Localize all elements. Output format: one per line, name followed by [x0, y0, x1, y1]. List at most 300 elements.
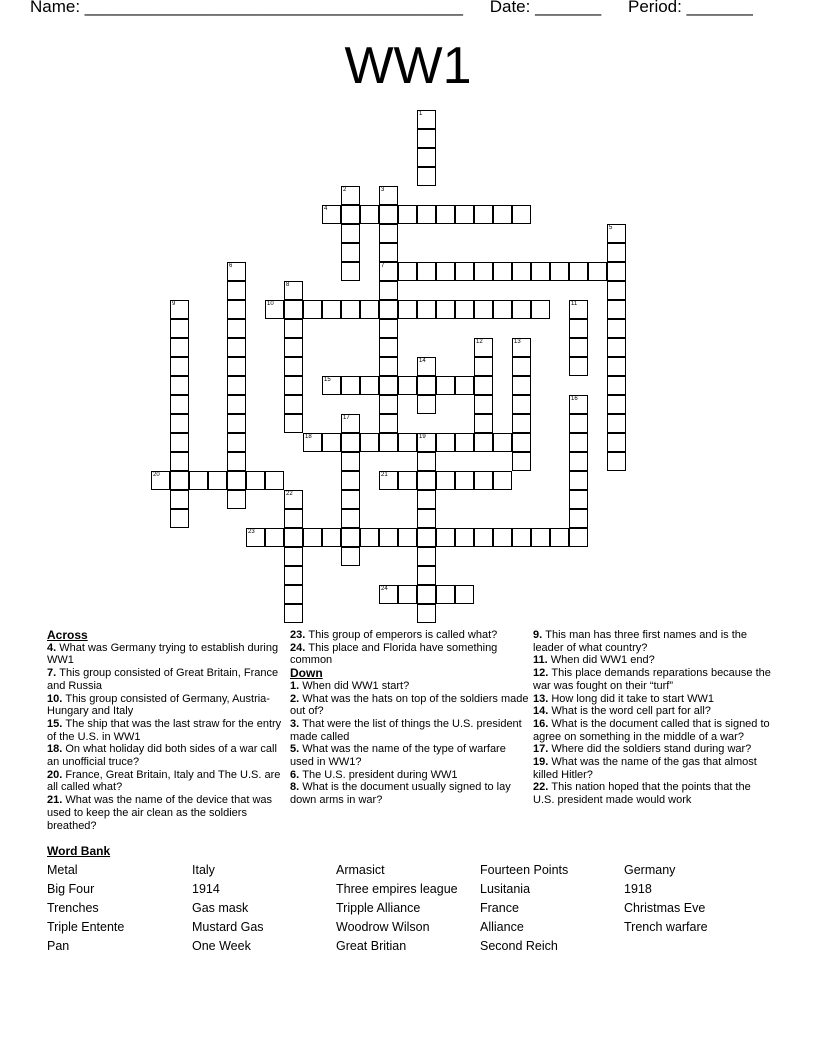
clue-number: 1 — [419, 111, 423, 117]
crossword-cell[interactable] — [569, 338, 588, 357]
crossword-cell[interactable] — [550, 528, 569, 547]
clue-text: What was the name of the gas that almost killed Hitler? — [533, 756, 757, 781]
clue-number: 6 — [229, 263, 233, 269]
crossword-cell[interactable] — [417, 604, 436, 623]
crossword-cell[interactable] — [303, 433, 322, 452]
crossword-cell[interactable] — [360, 433, 379, 452]
clue-text: France, Great Britain, Italy and The U.S. are all called what? — [47, 768, 281, 794]
clue-item — [47, 769, 287, 794]
clue-text: On what holiday did both sides of a war call an unofficial truce? — [47, 743, 277, 769]
clue-item — [533, 654, 773, 667]
clue-number: 3 — [381, 187, 385, 193]
clue-item — [533, 718, 773, 743]
crossword-cell[interactable] — [607, 376, 626, 395]
crossword-cell[interactable] — [265, 528, 284, 547]
page-title: WW1 — [344, 37, 472, 95]
word-bank-item: Trench warfare — [624, 920, 708, 934]
clue-item — [290, 642, 530, 667]
clue-text: The U.S. president during WW1 — [302, 768, 458, 781]
crossword-cell[interactable] — [379, 376, 398, 395]
crossword-cell[interactable] — [550, 262, 569, 281]
crossword-cell[interactable] — [569, 357, 588, 376]
clue-item — [47, 642, 287, 667]
clue-item — [533, 667, 773, 692]
crossword-cell[interactable] — [341, 509, 360, 528]
crossword-cell[interactable] — [493, 300, 512, 319]
crossword-cell[interactable] — [284, 528, 303, 547]
crossword-cell[interactable] — [170, 490, 189, 509]
word-bank-item: Germany — [624, 863, 676, 877]
date-field[interactable]: Date: _______ — [489, 0, 602, 16]
crossword-cell[interactable] — [417, 528, 436, 547]
clue-number: 7 — [381, 263, 385, 269]
clue-item — [533, 629, 773, 654]
crossword-cell[interactable] — [417, 376, 436, 395]
clues-column-1 — [47, 629, 287, 832]
crossword-cell[interactable] — [607, 262, 626, 281]
crossword-cell[interactable] — [170, 452, 189, 471]
clue-text: What was the hats on top of the soldiers made out of? — [290, 692, 529, 718]
crossword-cell[interactable] — [284, 281, 303, 300]
crossword-cell[interactable] — [170, 319, 189, 338]
crossword-cell[interactable] — [322, 376, 341, 395]
crossword-cell[interactable] — [417, 129, 436, 148]
crossword-cell[interactable] — [379, 471, 398, 490]
crossword-cell[interactable] — [284, 566, 303, 585]
crossword-cell[interactable] — [341, 547, 360, 566]
clue-number: 23 — [248, 529, 255, 535]
word-bank-item: Armasict — [336, 863, 385, 877]
crossword-cell[interactable] — [417, 433, 436, 452]
clue-item — [47, 718, 287, 743]
clue-number: 1. — [290, 679, 303, 692]
crossword-cell[interactable] — [398, 471, 417, 490]
clue-number: 20. — [47, 768, 66, 781]
clue-number: 9 — [172, 301, 176, 307]
crossword-cell[interactable] — [227, 452, 246, 471]
crossword-cell[interactable] — [512, 376, 531, 395]
crossword-cell[interactable] — [569, 319, 588, 338]
crossword-cell[interactable] — [569, 433, 588, 452]
crossword-cell[interactable] — [284, 357, 303, 376]
clues-column-3 — [533, 629, 773, 807]
crossword-cell[interactable] — [569, 395, 588, 414]
crossword-cell[interactable] — [474, 376, 493, 395]
crossword-cell[interactable] — [227, 376, 246, 395]
crossword-cell[interactable] — [569, 262, 588, 281]
student-info-header — [30, 0, 775, 17]
crossword-cell[interactable] — [360, 528, 379, 547]
crossword-cell[interactable] — [398, 300, 417, 319]
crossword-cell[interactable] — [455, 433, 474, 452]
crossword-cell[interactable] — [474, 395, 493, 414]
crossword-cell[interactable] — [322, 433, 341, 452]
crossword-cell[interactable] — [607, 395, 626, 414]
crossword-cell[interactable] — [474, 414, 493, 433]
crossword-cell[interactable] — [341, 186, 360, 205]
crossword-cell[interactable] — [284, 395, 303, 414]
crossword-cell[interactable] — [417, 452, 436, 471]
crossword-cell[interactable] — [436, 471, 455, 490]
crossword-cell[interactable] — [284, 414, 303, 433]
crossword-cell[interactable] — [170, 357, 189, 376]
crossword-cell[interactable] — [303, 528, 322, 547]
crossword-cell[interactable] — [512, 338, 531, 357]
crossword-cell[interactable] — [569, 471, 588, 490]
word-bank-item: Italy — [192, 863, 215, 877]
crossword-cell[interactable] — [436, 433, 455, 452]
crossword-cell[interactable] — [284, 376, 303, 395]
crossword-cell[interactable] — [265, 300, 284, 319]
crossword-cell[interactable] — [455, 471, 474, 490]
crossword-cell[interactable] — [417, 471, 436, 490]
crossword-cell[interactable] — [436, 300, 455, 319]
crossword-cell[interactable] — [512, 414, 531, 433]
crossword-cell[interactable] — [436, 262, 455, 281]
crossword-cell[interactable] — [189, 471, 208, 490]
crossword-cell[interactable] — [455, 262, 474, 281]
word-bank-item: Triple Entente — [47, 920, 125, 934]
word-bank-item: Gas mask — [192, 901, 249, 915]
word-bank-item: Christmas Eve — [624, 901, 706, 915]
clue-text: When did WW1 start? — [302, 679, 410, 692]
clue-number: 2. — [290, 692, 303, 705]
crossword-cell[interactable] — [607, 357, 626, 376]
crossword-cell[interactable] — [227, 281, 246, 300]
crossword-cell[interactable] — [341, 243, 360, 262]
word-bank-item: One Week — [192, 939, 251, 953]
crossword-cell[interactable] — [379, 205, 398, 224]
clue-text: This nation hoped that the points that the U.S. president made would work — [533, 781, 751, 807]
crossword-cell[interactable] — [455, 528, 474, 547]
crossword-cell[interactable] — [436, 376, 455, 395]
crossword-cell[interactable] — [170, 433, 189, 452]
clue-text: This place and Florida have something common — [290, 641, 498, 667]
word-bank-item: Alliance — [480, 920, 524, 934]
crossword-cell[interactable] — [417, 547, 436, 566]
crossword-cell[interactable] — [398, 205, 417, 224]
crossword-cell[interactable] — [341, 205, 360, 224]
crossword-cell[interactable] — [151, 471, 170, 490]
crossword-cell[interactable] — [493, 262, 512, 281]
crossword-cell[interactable] — [531, 528, 550, 547]
crossword-cell[interactable] — [246, 471, 265, 490]
crossword-cell[interactable] — [170, 376, 189, 395]
crossword-cell[interactable] — [379, 186, 398, 205]
crossword-cell[interactable] — [455, 300, 474, 319]
crossword-cell[interactable] — [379, 300, 398, 319]
clue-number: 8 — [286, 282, 290, 288]
clue-item — [47, 693, 287, 718]
crossword-cell[interactable] — [474, 205, 493, 224]
clue-number: 2 — [343, 187, 347, 193]
word-bank-item: Mustard Gas — [192, 920, 264, 934]
crossword-cell[interactable] — [341, 471, 360, 490]
crossword-cell[interactable] — [341, 224, 360, 243]
crossword-cell[interactable] — [455, 205, 474, 224]
crossword-cell[interactable] — [588, 262, 607, 281]
crossword-cell[interactable] — [436, 205, 455, 224]
clue-number: 4. — [47, 641, 60, 654]
crossword-cell[interactable] — [569, 300, 588, 319]
crossword-cell[interactable] — [474, 528, 493, 547]
word-bank-item: Trenches — [47, 901, 99, 915]
clue-number: 11. — [533, 654, 551, 667]
clue-item — [290, 693, 530, 718]
crossword-cell[interactable] — [265, 471, 284, 490]
crossword-cell[interactable] — [474, 262, 493, 281]
crossword-cell[interactable] — [512, 262, 531, 281]
clue-number: 17. — [533, 743, 552, 756]
crossword-cell[interactable] — [227, 357, 246, 376]
clue-item — [533, 756, 773, 781]
clue-number: 8. — [290, 781, 303, 794]
crossword-cell[interactable] — [417, 262, 436, 281]
crossword-cell[interactable] — [322, 300, 341, 319]
crossword-cell[interactable] — [455, 376, 474, 395]
crossword-cell[interactable] — [303, 300, 322, 319]
crossword-cell[interactable] — [436, 528, 455, 547]
crossword-cell[interactable] — [379, 395, 398, 414]
clue-number: 4 — [324, 206, 328, 212]
clue-item — [533, 743, 773, 756]
crossword-cell[interactable] — [284, 604, 303, 623]
crossword-cell[interactable] — [474, 471, 493, 490]
crossword-cell[interactable] — [379, 414, 398, 433]
clue-number: 5. — [290, 743, 303, 756]
crossword-cell[interactable] — [284, 509, 303, 528]
clue-number: 12 — [476, 339, 483, 345]
crossword-cell[interactable] — [474, 357, 493, 376]
word-bank-item: Three empires league — [336, 882, 458, 896]
crossword-cell[interactable] — [208, 471, 227, 490]
crossword-cell[interactable] — [379, 224, 398, 243]
word-bank-item: Big Four — [47, 882, 95, 896]
crossword-cell[interactable] — [398, 585, 417, 604]
clue-text: What is the document usually signed to lay down arms in war? — [290, 781, 511, 807]
crossword-cell[interactable] — [569, 414, 588, 433]
crossword-cell[interactable] — [417, 490, 436, 509]
crossword-cell[interactable] — [341, 300, 360, 319]
crossword-cell[interactable] — [531, 262, 550, 281]
clue-number: 7. — [47, 667, 60, 680]
crossword-cell[interactable] — [512, 528, 531, 547]
crossword-cell[interactable] — [341, 376, 360, 395]
crossword-cell[interactable] — [607, 281, 626, 300]
clue-text: What is the word cell part for all? — [551, 705, 711, 718]
clue-number: 19. — [533, 756, 552, 769]
crossword-cell[interactable] — [569, 528, 588, 547]
crossword-cell[interactable] — [569, 509, 588, 528]
crossword-cell[interactable] — [379, 338, 398, 357]
crossword-cell[interactable] — [227, 471, 246, 490]
crossword-cell[interactable] — [227, 490, 246, 509]
clue-text: What was Germany trying to establish during WW1 — [47, 641, 279, 667]
crossword-cell[interactable] — [417, 205, 436, 224]
crossword-cell[interactable] — [398, 376, 417, 395]
crossword-cell[interactable] — [569, 490, 588, 509]
clue-number: 12. — [533, 667, 552, 680]
crossword-cell[interactable] — [170, 509, 189, 528]
clue-number: 18. — [47, 743, 66, 756]
crossword-cell[interactable] — [227, 300, 246, 319]
clue-item — [290, 718, 530, 743]
clue-item — [290, 629, 530, 642]
crossword-cell[interactable] — [170, 338, 189, 357]
crossword-cell[interactable] — [284, 547, 303, 566]
crossword-cell[interactable] — [417, 566, 436, 585]
clue-number: 15. — [47, 717, 66, 730]
crossword-cell[interactable] — [607, 433, 626, 452]
clue-text: That were the list of things the U.S. president made called — [290, 717, 522, 743]
clue-number: 14. — [533, 705, 552, 718]
crossword-cell[interactable] — [379, 243, 398, 262]
crossword-cell[interactable] — [493, 471, 512, 490]
clue-number: 19 — [419, 434, 426, 440]
clue-item — [290, 781, 530, 806]
crossword-cell[interactable] — [227, 414, 246, 433]
crossword-cell[interactable] — [170, 395, 189, 414]
crossword-cell[interactable] — [341, 262, 360, 281]
crossword-cell[interactable] — [512, 357, 531, 376]
clue-number: 22. — [533, 781, 552, 794]
word-bank-item: Metal — [47, 863, 78, 877]
crossword-cell[interactable] — [512, 205, 531, 224]
crossword-cell[interactable] — [417, 395, 436, 414]
crossword-cell[interactable] — [379, 433, 398, 452]
crossword-cell[interactable] — [170, 414, 189, 433]
crossword-cell[interactable] — [379, 281, 398, 300]
crossword-cell[interactable] — [512, 452, 531, 471]
crossword-cell[interactable] — [360, 205, 379, 224]
crossword-cell[interactable] — [360, 300, 379, 319]
crossword-cell[interactable] — [417, 357, 436, 376]
crossword-cell[interactable] — [341, 452, 360, 471]
crossword-cell[interactable] — [227, 319, 246, 338]
crossword-cell[interactable] — [569, 452, 588, 471]
crossword-cell[interactable] — [322, 205, 341, 224]
crossword-cell[interactable] — [227, 433, 246, 452]
clue-number: 16. — [533, 717, 552, 730]
crossword-cell[interactable] — [607, 452, 626, 471]
crossword-cell[interactable] — [379, 319, 398, 338]
crossword-cell[interactable] — [493, 205, 512, 224]
crossword-cell[interactable] — [493, 433, 512, 452]
crossword-cell[interactable] — [474, 433, 493, 452]
crossword-cell[interactable] — [341, 528, 360, 547]
clue-number: 11 — [571, 301, 578, 307]
clue-number: 24. — [290, 641, 309, 654]
clue-text: The ship that was the last straw for the entry of the U.S. in WW1 — [47, 717, 282, 743]
clue-text: When did WW1 end? — [550, 654, 655, 667]
crossword-cell[interactable] — [227, 338, 246, 357]
crossword-cell[interactable] — [474, 338, 493, 357]
crossword-cell[interactable] — [360, 376, 379, 395]
crossword-cell[interactable] — [284, 585, 303, 604]
crossword-cell[interactable] — [607, 338, 626, 357]
clue-number: 3. — [290, 717, 303, 730]
crossword-cell[interactable] — [417, 509, 436, 528]
crossword-cell[interactable] — [398, 433, 417, 452]
crossword-cell[interactable] — [379, 528, 398, 547]
crossword-cell[interactable] — [512, 433, 531, 452]
crossword-cell[interactable] — [379, 262, 398, 281]
crossword-cell[interactable] — [379, 585, 398, 604]
crossword-cell[interactable] — [607, 319, 626, 338]
clue-text: This man has three first names and is the leader of what country? — [533, 629, 747, 654]
crossword-cell[interactable] — [607, 243, 626, 262]
clue-number: 18 — [305, 434, 312, 440]
crossword-cell[interactable] — [379, 357, 398, 376]
clue-number: 9. — [533, 629, 546, 641]
clue-item — [47, 794, 287, 832]
clues-column-2 — [290, 629, 530, 807]
period-field[interactable]: Period: _______ — [628, 0, 753, 16]
crossword-cell[interactable] — [455, 585, 474, 604]
crossword-cell[interactable] — [417, 585, 436, 604]
clue-item — [290, 769, 530, 782]
clue-number: 5 — [609, 225, 613, 231]
crossword-cell[interactable] — [474, 300, 493, 319]
crossword-cell[interactable] — [607, 414, 626, 433]
clue-number: 14 — [419, 358, 426, 364]
crossword-cell[interactable] — [398, 262, 417, 281]
crossword-cell[interactable] — [512, 395, 531, 414]
word-bank-item: France — [480, 901, 519, 915]
crossword-cell[interactable] — [417, 300, 436, 319]
clue-text: What is the document called that is signed to agree on something in the middle of a war? — [533, 717, 770, 743]
word-bank-item: Lusitania — [480, 882, 531, 896]
crossword-cell[interactable] — [417, 110, 436, 129]
crossword-cell[interactable] — [322, 528, 341, 547]
crossword-cell[interactable] — [493, 528, 512, 547]
crossword-cell[interactable] — [227, 395, 246, 414]
name-field[interactable]: Name: ________________________________________ — [30, 0, 463, 16]
crossword-cell[interactable] — [284, 300, 303, 319]
word-bank-heading: Word Bank — [47, 844, 111, 858]
crossword-cell[interactable] — [170, 471, 189, 490]
clue-text: This group of emperors is called what? — [308, 629, 498, 641]
clue-item — [533, 693, 773, 706]
crossword-cell[interactable] — [246, 528, 265, 547]
clue-text: This place demands reparations because the war was fought on their “turf” — [533, 667, 771, 692]
crossword-cell[interactable] — [531, 300, 550, 319]
crossword-cell[interactable] — [417, 167, 436, 186]
crossword-cell[interactable] — [512, 300, 531, 319]
crossword-cell[interactable] — [417, 148, 436, 167]
clue-number: 6. — [290, 768, 303, 781]
clue-number: 17 — [343, 415, 350, 421]
crossword-cell[interactable] — [170, 300, 189, 319]
clue-text: What was the name of the device that was used to keep the air clean as the soldiers breathed? — [47, 794, 273, 832]
crossword-cell[interactable] — [398, 528, 417, 547]
crossword-cell[interactable] — [284, 490, 303, 509]
crossword-cell[interactable] — [436, 585, 455, 604]
crossword-cell[interactable] — [284, 319, 303, 338]
crossword-cell[interactable] — [341, 414, 360, 433]
clue-number: 13 — [514, 339, 521, 345]
clue-item — [533, 705, 773, 718]
clue-number: 22 — [286, 491, 293, 497]
crossword-cell[interactable] — [341, 490, 360, 509]
crossword-cell[interactable] — [341, 433, 360, 452]
word-bank-item: Pan — [47, 939, 70, 953]
crossword-cell[interactable] — [607, 300, 626, 319]
crossword-cell[interactable] — [227, 262, 246, 281]
crossword-cell[interactable] — [284, 338, 303, 357]
word-bank-item: Great Britian — [336, 939, 407, 953]
crossword-cell[interactable] — [607, 224, 626, 243]
